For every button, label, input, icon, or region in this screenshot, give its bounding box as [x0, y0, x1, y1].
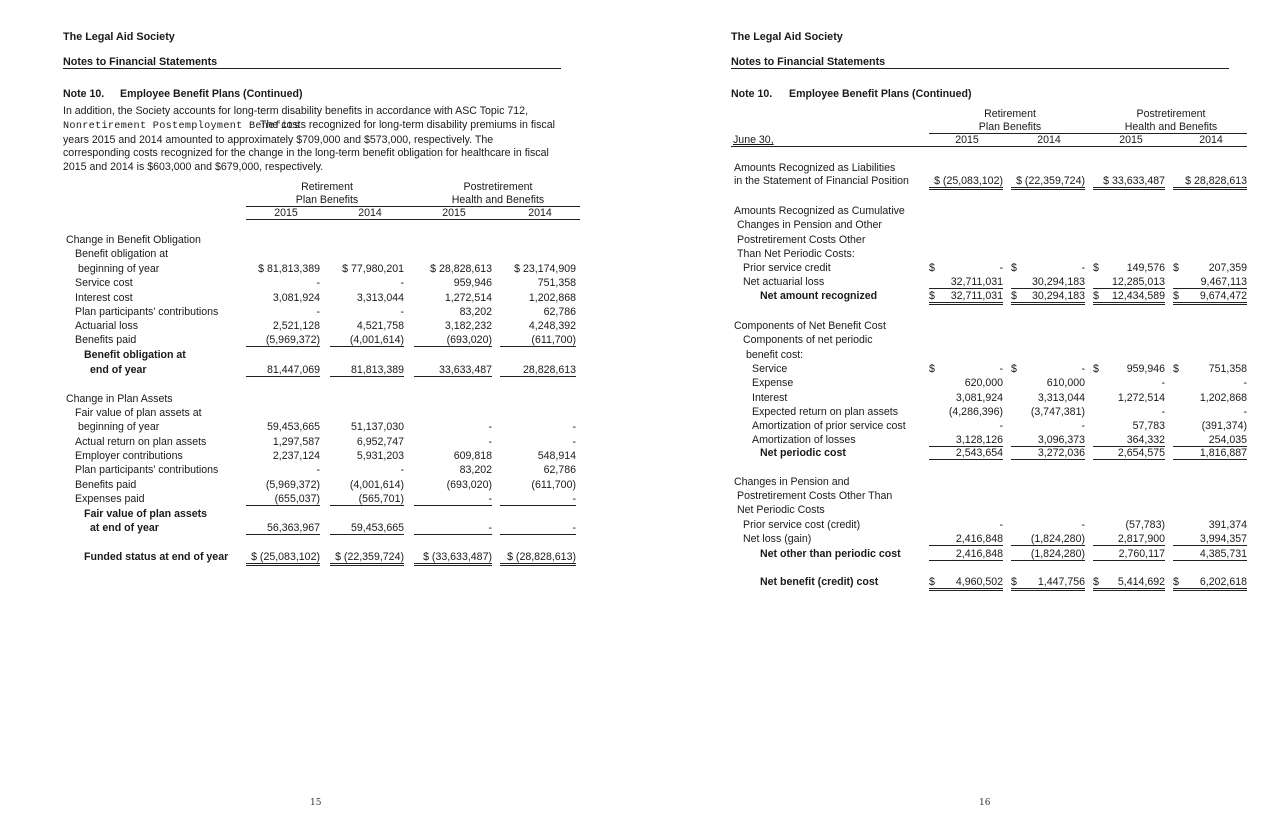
row-label: Prior service credit [743, 262, 831, 274]
table-cell: - [400, 277, 404, 289]
row-label: Actuarial loss [75, 320, 138, 332]
dollar-sign: $ [929, 363, 935, 375]
org-name: The Legal Aid Society [731, 31, 843, 43]
table-cell: 1,202,868 [528, 292, 576, 304]
note-title: Employee Benefit Plans (Continued) [789, 88, 972, 100]
table-cell: 9,674,472 $ [1173, 290, 1247, 305]
table-cell: 254,035 [1173, 434, 1247, 447]
notes-heading: Notes to Financial Statements [63, 56, 218, 68]
row-label: Expenses paid [75, 493, 145, 505]
asc-topic-title: Nonretirement Postemployment Benefits [63, 120, 301, 132]
table-cell: 959,946 $ [1093, 363, 1165, 375]
table-cell: - [1243, 377, 1247, 389]
row-label: Amounts Recognized as Liabilities [734, 162, 896, 174]
org-name: The Legal Aid Society [63, 31, 175, 43]
group-retirement-line2: Plan Benefits [978, 121, 1042, 133]
row-label: Benefit obligation at [75, 248, 169, 260]
row-label: Benefits paid [75, 334, 137, 346]
dollar-sign: $ [1011, 363, 1017, 375]
table-cell: - [1161, 377, 1165, 389]
row-label: Interest cost [75, 292, 133, 304]
table-cell: - [316, 277, 320, 289]
group-postretirement-line1: Postretirement [463, 181, 533, 193]
row-label: Changes in Pension and Other [737, 219, 882, 231]
table-cell: $ 28,828,613 [1173, 175, 1247, 190]
row-label: Interest [752, 392, 788, 404]
row-label: Expected return on plan assets [752, 406, 899, 418]
row-label: Actual return on plan assets [75, 436, 207, 448]
row-label: in the Statement of Financial Position [734, 175, 909, 187]
notes-heading: Notes to Financial Statements [731, 56, 886, 68]
table-cell: 2,237,124 [272, 450, 320, 462]
row-label: at end of year [90, 522, 159, 534]
table-cell: 207,359 $ [1173, 262, 1247, 274]
table-cell: 12,285,013 [1093, 276, 1165, 289]
row-label: Funded status at end of year [84, 551, 229, 563]
row-label: Fair value of plan assets at [75, 407, 202, 419]
row-label: Change in Plan Assets [66, 393, 173, 405]
table-cell: 4,385,731 [1173, 548, 1247, 561]
table-cell: 3,313,044 [1037, 392, 1085, 404]
table-cell: $ 81,813,389 [258, 263, 320, 275]
table-cell: 30,294,183 $ [1011, 290, 1085, 305]
page-16 [633, 0, 1266, 832]
period-label: June 30, [733, 134, 774, 146]
table-cell: 4,521,758 [356, 320, 404, 332]
table-cell: 6,952,747 [356, 436, 404, 448]
table-cell: (4,001,614) [349, 479, 404, 491]
row-label: Amortization of losses [752, 434, 856, 446]
table-cell: (693,020) [446, 479, 492, 491]
table-cell: 1,272,514 [444, 292, 492, 304]
row-label: Fair value of plan assets [84, 508, 208, 520]
row-label: Amounts Recognized as Cumulative [734, 205, 905, 217]
row-label: Benefit obligation at [84, 349, 186, 361]
table-cell: (5,969,372) [246, 334, 320, 347]
table-cell: - [414, 522, 492, 535]
page-number: 16 [979, 798, 991, 808]
year-header: 2014 [1199, 134, 1223, 146]
table-cell: - [400, 464, 404, 476]
table-cell: 751,358 [537, 277, 576, 289]
table-cell: 1,297,587 [272, 436, 320, 448]
dollar-sign: $ [929, 576, 935, 588]
row-label: beginning of year [78, 421, 160, 433]
row-label: Service cost [75, 277, 133, 289]
dollar-sign: $ [1011, 262, 1017, 274]
row-label: Net benefit (credit) cost [760, 576, 879, 588]
table-cell: 62,786 [543, 306, 576, 318]
table-cell: 83,202 [459, 464, 492, 476]
page-number: 15 [310, 798, 322, 808]
row-label: Net amount recognized [760, 290, 878, 302]
table-cell: 3,182,232 [444, 320, 492, 332]
row-label: Postretirement Costs Other [737, 234, 866, 246]
table-cell: 81,813,389 [330, 364, 404, 377]
dollar-sign: $ [1093, 576, 1099, 588]
table-cell: $ (25,083,102) [929, 175, 1003, 190]
row-label: benefit cost: [746, 349, 804, 361]
table-cell: 2,543,654 [929, 447, 1003, 460]
table-cell: 364,332 [1093, 434, 1165, 447]
table-cell: 3,313,044 [356, 292, 404, 304]
table-cell: (57,783) [1125, 519, 1165, 531]
table-cell: - [1243, 406, 1247, 418]
table-cell: 3,081,924 [272, 292, 320, 304]
table-cell: $ 28,828,613 [430, 263, 492, 275]
row-label: Postretirement Costs Other Than [737, 490, 893, 502]
table-cell: 32,711,031 [929, 276, 1003, 289]
table-cell: 56,363,967 [246, 522, 320, 535]
table-cell: 3,128,126 [929, 434, 1003, 447]
table-cell: 2,817,900 [1093, 533, 1165, 546]
table-cell: $ (22,359,724) [1011, 175, 1085, 190]
table-cell: (611,700) [531, 479, 576, 491]
table-cell: 3,272,036 [1011, 447, 1085, 460]
table-cell: $ (25,083,102) [246, 551, 320, 566]
table-cell: 2,654,575 [1093, 447, 1165, 460]
table-cell: (391,374) [1201, 420, 1247, 432]
table-cell: - $ [929, 262, 1003, 274]
group-postretirement-line2: Health and Benefits [1124, 121, 1218, 133]
row-label: Benefits paid [75, 479, 137, 491]
table-cell: 2,416,848 [929, 533, 1003, 546]
year-header: 2014 [358, 207, 382, 219]
table-cell: - [488, 421, 492, 433]
table-cell: - [500, 522, 576, 535]
group-retirement-line2: Plan Benefits [295, 194, 359, 206]
row-label: Components of net periodic [743, 334, 873, 346]
table-cell: - [1081, 420, 1085, 432]
table-cell: 57,783 [1132, 420, 1165, 432]
table-cell: 751,358 $ [1173, 363, 1247, 375]
table-cell: 1,447,756 $ [1011, 576, 1085, 591]
table-cell: - [572, 421, 576, 433]
table-cell: 548,914 [537, 450, 576, 462]
group-postretirement-line1: Postretirement [1136, 108, 1206, 120]
row-label: Prior service cost (credit) [743, 519, 861, 531]
row-label: beginning of year [78, 263, 160, 275]
table-cell: 59,453,665 [330, 522, 404, 535]
dollar-sign: $ [1093, 363, 1099, 375]
row-label: Plan participants' contributions [75, 464, 219, 476]
table-cell: 2,760,117 [1093, 548, 1165, 561]
note-title: Employee Benefit Plans (Continued) [120, 88, 303, 100]
table-cell: 33,633,487 [414, 364, 492, 377]
table-cell: (4,286,396) [948, 406, 1003, 418]
dollar-sign: $ [1093, 262, 1099, 274]
table-cell: 81,447,069 [246, 364, 320, 377]
row-label: Net other than periodic cost [760, 548, 901, 560]
table-cell: 62,786 [543, 464, 576, 476]
table-cell: 28,828,613 [500, 364, 576, 377]
table-cell: 4,248,392 [528, 320, 576, 332]
note-number: Note 10. [731, 88, 773, 100]
table-cell: 3,096,373 [1011, 434, 1085, 447]
table-cell: (5,969,372) [265, 479, 320, 491]
row-label: Net actuarial loss [743, 276, 825, 288]
row-label: Change in Benefit Obligation [66, 234, 201, 246]
table-cell: - $ [1011, 262, 1085, 274]
dollar-sign: $ [1173, 290, 1179, 302]
row-label: Plan participants' contributions [75, 306, 219, 318]
table-cell: - [316, 464, 320, 476]
table-cell: $ (28,828,613) [500, 551, 576, 566]
table-cell: 9,467,113 [1173, 276, 1247, 289]
dollar-sign: $ [929, 290, 935, 302]
table-cell: 1,202,868 [1199, 392, 1247, 404]
table-cell: 5,931,203 [356, 450, 404, 462]
table-cell: 1,272,514 [1117, 392, 1165, 404]
year-header: 2014 [1037, 134, 1061, 146]
row-label: Net periodic cost [760, 447, 846, 459]
year-header: 2014 [528, 207, 552, 219]
table-cell: - [414, 493, 492, 506]
table-cell: 609,818 [453, 450, 492, 462]
table-cell: - [999, 420, 1003, 432]
intro-paragraph: In addition, the Society accounts for long-term disability benefits in accordance with ASC Topic 712, Nonretirement Postemployment Benefits The costs recognized for long-term disability premiums in fiscal years 2015 and 2014 amounted to approximately $709,000 and $573,000, respectively. The corresponding costs recognized for the change in the long-term benefit obligation for healthcare in fiscal 2015 and 2014 is $603,000 and $679,000, respectively. [63, 105, 555, 174]
table-cell: - $ [929, 363, 1003, 375]
row-label: Net Periodic Costs [737, 504, 825, 516]
table-cell: - [572, 436, 576, 448]
row-label: Service [752, 363, 788, 375]
row-label: Changes in Pension and [734, 476, 850, 488]
note-number: Note 10. [63, 88, 105, 100]
row-label: Amortization of prior service cost [752, 420, 906, 432]
row-label: Net loss (gain) [743, 533, 812, 545]
table-cell: 149,576 $ [1093, 262, 1165, 274]
table-cell: 1,816,887 [1173, 447, 1247, 460]
table-cell: (3,747,381) [1030, 406, 1085, 418]
year-header: 2015 [442, 207, 466, 219]
table-cell: - [1081, 519, 1085, 531]
table-cell: - [400, 306, 404, 318]
table-cell: (1,824,280) [1011, 548, 1085, 561]
table-cell: (611,700) [500, 334, 576, 347]
year-header: 2015 [955, 134, 979, 146]
dollar-sign: $ [929, 262, 935, 274]
table-cell: (693,020) [414, 334, 492, 347]
dollar-sign: $ [1093, 290, 1099, 302]
table-cell: 5,414,692 $ [1093, 576, 1165, 591]
table-cell: 3,994,357 [1173, 533, 1247, 546]
dollar-sign: $ [1173, 363, 1179, 375]
table-cell: - [1161, 406, 1165, 418]
year-header: 2015 [1119, 134, 1143, 146]
table-cell: - [488, 436, 492, 448]
table-cell: (1,824,280) [1011, 533, 1085, 546]
table-cell: 32,711,031 $ [929, 290, 1003, 305]
row-label: Than Net Periodic Costs: [737, 248, 855, 260]
table-cell: 6,202,618 $ [1173, 576, 1247, 591]
table-cell: $ (22,359,724) [330, 551, 404, 566]
group-postretirement-line2: Health and Benefits [451, 194, 545, 206]
table-cell: $ (33,633,487) [414, 551, 492, 566]
table-cell: $ 23,174,909 [514, 263, 576, 275]
table-cell: - $ [1011, 363, 1085, 375]
table-cell: 4,960,502 $ [929, 576, 1003, 591]
table-cell: 610,000 [1046, 377, 1085, 389]
row-label: Employer contributions [75, 450, 183, 462]
group-retirement-line1: Retirement [301, 181, 353, 193]
table-cell: 959,946 [453, 277, 492, 289]
table-cell: 12,434,589 $ [1093, 290, 1165, 305]
table-cell: 51,137,030 [350, 421, 404, 433]
table-cell: 391,374 [1208, 519, 1247, 531]
header-rule [731, 68, 1229, 69]
table-cell: - [999, 519, 1003, 531]
table-cell: (655,037) [246, 493, 320, 506]
table-cell: (4,001,614) [330, 334, 404, 347]
row-label: Components of Net Benefit Cost [734, 320, 886, 332]
table-cell: 59,453,665 [266, 421, 320, 433]
row-label: end of year [90, 364, 147, 376]
dollar-sign: $ [1011, 290, 1017, 302]
table-cell: 83,202 [459, 306, 492, 318]
table-cell: 30,294,183 [1011, 276, 1085, 289]
table-cell: 2,416,848 [929, 548, 1003, 561]
table-cell: (565,701) [330, 493, 404, 506]
table-cell: 620,000 [964, 377, 1003, 389]
table-cell: 3,081,924 [955, 392, 1003, 404]
dollar-sign: $ [1173, 262, 1179, 274]
table-cell: - [316, 306, 320, 318]
table-cell: $ 33,633,487 [1093, 175, 1165, 190]
year-header: 2015 [274, 207, 298, 219]
table-cell: 2,521,128 [272, 320, 320, 332]
header-rule [63, 68, 561, 69]
table-cell: $ 77,980,201 [342, 263, 404, 275]
dollar-sign: $ [1011, 576, 1017, 588]
table-cell: - [500, 493, 576, 506]
row-label: Expense [752, 377, 794, 389]
group-retirement-line1: Retirement [984, 108, 1036, 120]
dollar-sign: $ [1173, 576, 1179, 588]
